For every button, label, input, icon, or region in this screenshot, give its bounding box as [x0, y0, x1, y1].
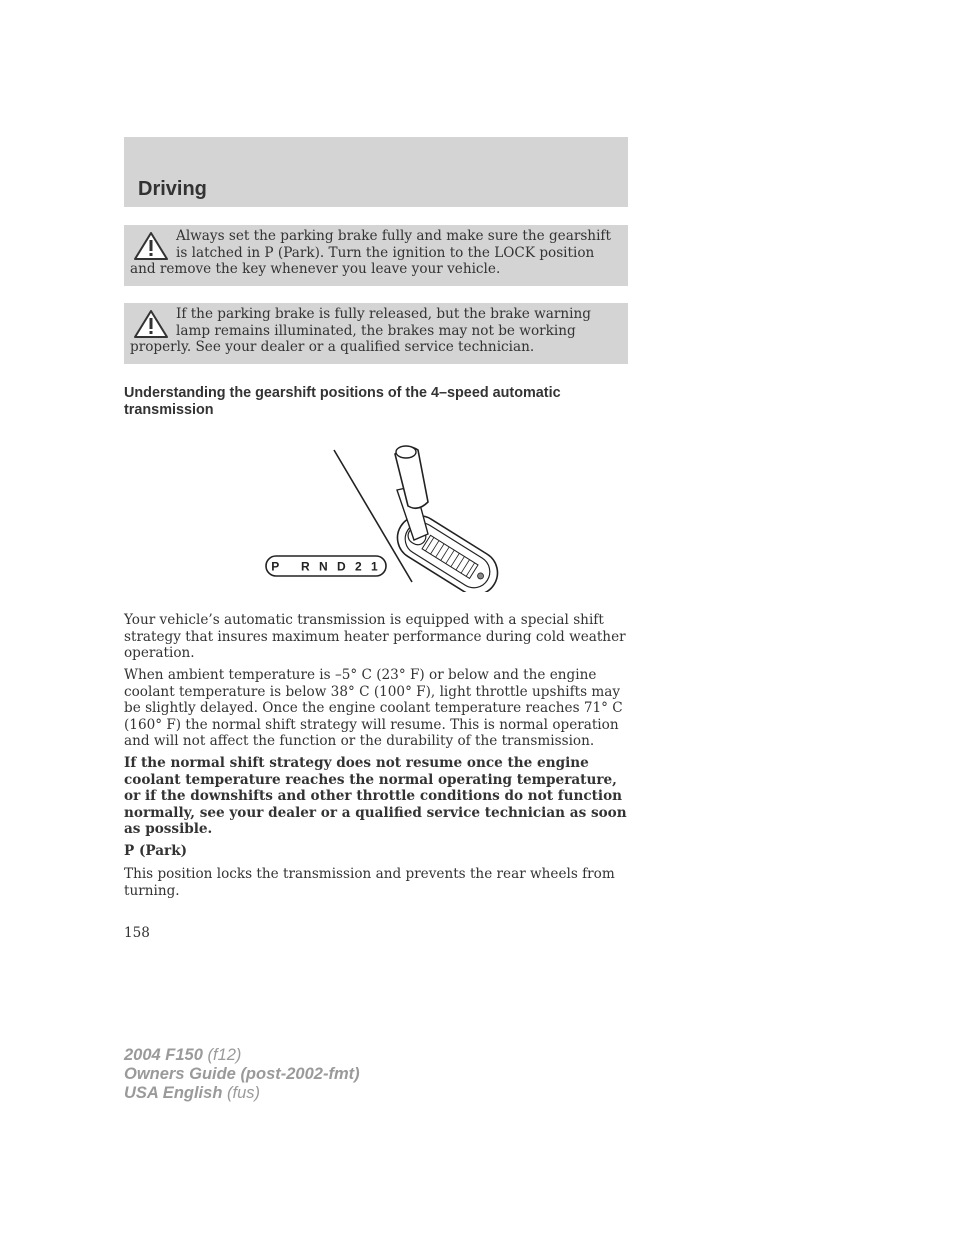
- warning-text: If the parking brake is fully released, but the brake warning lamp remains illuminated, the brakes may not be working properly. See your dealer or a qualified service technician.: [130, 306, 591, 356]
- footer-guide: Owners Guide (post-2002-fmt): [124, 1065, 360, 1083]
- section-title: Driving: [138, 178, 207, 200]
- gear-positions-label: P R N D 2 1: [271, 559, 381, 574]
- footer-language-code: (fus): [227, 1084, 260, 1102]
- footer-code: (f12): [207, 1046, 242, 1064]
- footer-language: USA English: [124, 1084, 223, 1102]
- section-header-band: [124, 137, 628, 207]
- position-heading: P (Park): [124, 843, 188, 859]
- warning-box: [124, 303, 628, 364]
- footer-line: [124, 1046, 360, 1065]
- subheading: Understanding the gearshift positions of the 4–speed automatic transmission: [124, 385, 561, 418]
- warning-text: Always set the parking brake fully and make sure the gearshift is latched in P (Park). Turn the ignition to the LOCK position and remove the key whenever you leave your vehicle.: [130, 228, 611, 278]
- gearshift-illustration: [256, 442, 506, 592]
- warning-triangle-icon: [133, 231, 169, 261]
- warning-box: [124, 225, 628, 286]
- page-number: 158: [124, 925, 150, 941]
- footer-line: [124, 1065, 360, 1084]
- document-footer: [124, 1046, 360, 1103]
- footer-model: 2004 F150: [124, 1046, 203, 1064]
- paragraph: Your vehicle’s automatic transmission is equipped with a special shift strategy that insures maximum heater performance during cold weather operation.: [124, 612, 626, 662]
- paragraph: This position locks the transmission and prevents the rear wheels from turning.: [124, 866, 615, 899]
- footer-line: [124, 1084, 360, 1103]
- paragraph: When ambient temperature is –5° C (23° F) or below and the engine coolant temperature is below 38° C (100° F), light throttle upshifts may be slightly delayed. Once the engine coolant temperature reaches 71° C (160° F) the normal shift strategy will resume. This is normal operation and will not affect the function or the durability of the transmission.: [124, 667, 623, 750]
- warning-triangle-icon: [133, 309, 169, 339]
- caution-paragraph: If the normal shift strategy does not resume once the engine coolant temperature reaches the normal operating temperature, or if the downshifts and other throttle conditions do not function normally, see your dealer or a qualified service technician as soon as possible.: [124, 755, 627, 838]
